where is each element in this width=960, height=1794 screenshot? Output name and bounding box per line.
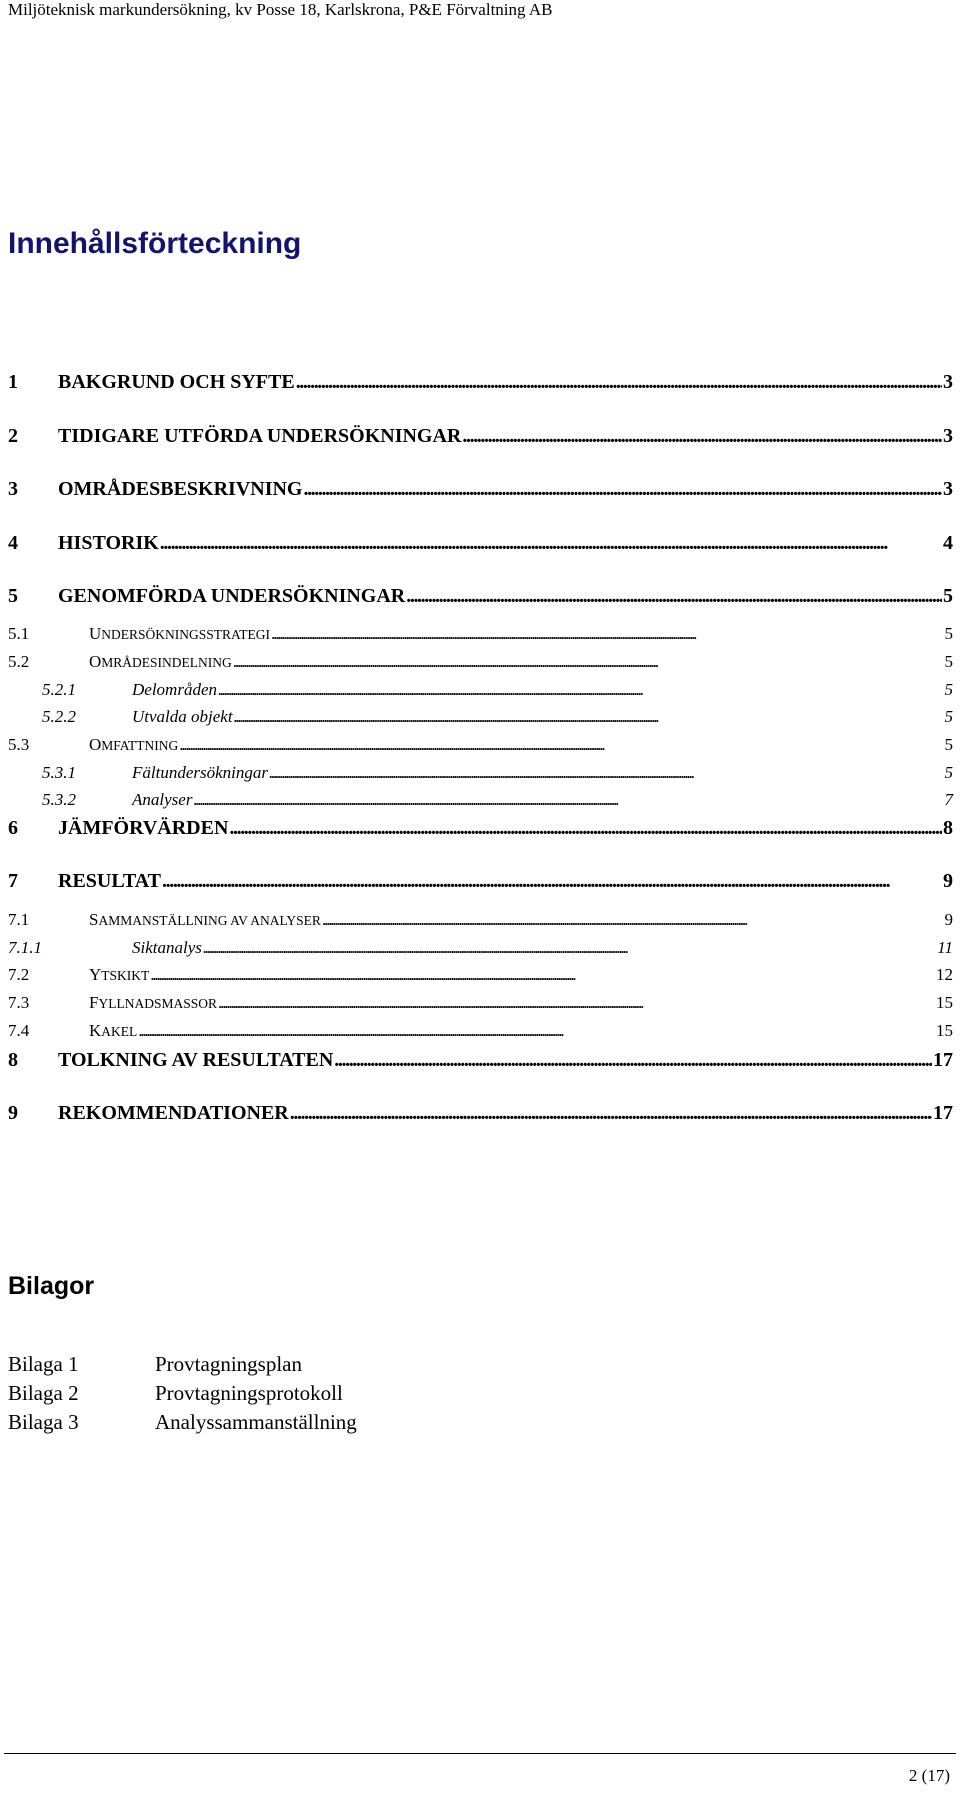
appendices-heading: Bilagor [8, 1272, 95, 1300]
toc-dot-leader [322, 910, 944, 930]
toc-entry-title: REKOMMENDATIONER [58, 1102, 289, 1124]
toc-entry-2[interactable] [8, 424, 953, 448]
toc-entry-title: BAKGRUND OCH SYFTE [58, 371, 295, 393]
toc-entry-number: 5.2.1 [42, 680, 76, 699]
toc-dot-leader [296, 370, 942, 394]
toc-dot-leader [290, 1101, 932, 1125]
toc-entry-5-2-2[interactable] [8, 707, 953, 727]
toc-entry-number: 5.1 [8, 624, 30, 643]
toc-entry-title: FYLLNADSMASSOR [89, 993, 217, 1012]
toc-entry-number: 4 [8, 532, 18, 554]
toc-entry-page: 5 [944, 680, 953, 699]
toc-entry-5-1[interactable] [8, 624, 953, 645]
toc-entry-number: 5 [8, 585, 18, 607]
toc-entry-4[interactable] [8, 531, 953, 555]
toc-entry-number: 7.1.1 [8, 938, 42, 957]
toc-entry-title: OMFATTNING [89, 735, 179, 754]
appendix-item [8, 1408, 357, 1436]
toc-dot-leader [218, 993, 935, 1013]
toc-entry-page: 3 [943, 425, 953, 447]
toc-entry-page: 5 [944, 735, 953, 754]
toc-entry-title: YTSKIKT [89, 965, 150, 984]
toc-heading: Innehållsförteckning [8, 227, 302, 260]
toc-dot-leader [160, 531, 942, 555]
toc-entry-page: 8 [943, 817, 953, 839]
toc-entry-number: 5.3 [8, 735, 30, 754]
toc-entry-title: TIDIGARE UTFÖRDA UNDERSÖKNINGAR [58, 425, 462, 447]
toc-dot-leader [303, 477, 942, 501]
toc-entry-number: 8 [8, 1049, 18, 1071]
toc-entry-5-2-1[interactable] [8, 680, 953, 700]
toc-entry-number: 7 [8, 870, 18, 892]
toc-dot-leader [150, 965, 935, 985]
toc-entry-number: 5.2.2 [42, 707, 76, 726]
toc-entry-title: Fältundersökningar [132, 763, 268, 782]
toc-entry-title: GENOMFÖRDA UNDERSÖKNINGAR [58, 585, 406, 607]
toc-entry-title: OMRÅDESBESKRIVNING [58, 478, 303, 500]
toc-entry-number: 5.2 [8, 652, 30, 671]
appendix-title: Analyssammanställning [155, 1410, 357, 1434]
footer-divider [4, 1753, 956, 1754]
toc-dot-leader [138, 1021, 935, 1041]
toc-entry-number: 5.3.2 [42, 790, 76, 809]
toc-entry-7-1-1[interactable] [8, 938, 953, 958]
toc-entry-page: 15 [936, 1021, 953, 1040]
toc-entry-number: 3 [8, 478, 18, 500]
appendix-title: Provtagningsplan [155, 1352, 302, 1376]
toc-entry-7-2[interactable] [8, 965, 953, 986]
toc-entry-title: JÄMFÖRVÄRDEN [58, 817, 229, 839]
toc-dot-leader [269, 763, 944, 783]
toc-entry-number: 9 [8, 1102, 18, 1124]
toc-entry-number: 5.3.1 [42, 763, 76, 782]
appendix-item [8, 1350, 302, 1378]
toc-dot-leader [406, 584, 942, 608]
toc-entry-title: Utvalda objekt [132, 707, 233, 726]
toc-entry-page: 12 [936, 965, 953, 984]
toc-entry-page: 9 [944, 910, 953, 929]
appendix-label: Bilaga 2 [8, 1381, 79, 1405]
toc-dot-leader [462, 424, 942, 448]
toc-entry-7-3[interactable] [8, 993, 953, 1014]
toc-entry-title: SAMMANSTÄLLNING AV ANALYSER [89, 910, 321, 929]
toc-entry-8[interactable] [8, 1048, 953, 1072]
toc-entry-number: 7.3 [8, 993, 30, 1012]
toc-entry-page: 4 [943, 532, 953, 554]
toc-entry-1[interactable] [8, 370, 953, 394]
appendix-label: Bilaga 3 [8, 1410, 79, 1434]
toc-entry-title: UNDERSÖKNINGSSTRATEGI [89, 624, 271, 643]
toc-entry-page: 17 [933, 1102, 953, 1124]
toc-entry-title: Delområden [132, 680, 217, 699]
toc-entry-page: 15 [936, 993, 953, 1012]
toc-entry-title: HISTORIK [58, 532, 159, 554]
toc-entry-title: Siktanalys [132, 938, 202, 957]
toc-entry-page: 9 [943, 870, 953, 892]
toc-entry-page: 5 [944, 707, 953, 726]
toc-entry-title: KAKEL [89, 1021, 138, 1040]
toc-entry-6[interactable] [8, 816, 953, 840]
toc-entry-number: 7.2 [8, 965, 30, 984]
toc-dot-leader [193, 790, 943, 810]
toc-entry-page: 5 [943, 585, 953, 607]
toc-entry-9[interactable] [8, 1101, 953, 1125]
appendix-title: Provtagningsprotokoll [155, 1381, 343, 1405]
toc-entry-page: 5 [944, 652, 953, 671]
toc-dot-leader [233, 652, 944, 672]
toc-entry-5[interactable] [8, 584, 953, 608]
toc-dot-leader [179, 735, 943, 755]
page-header: Miljöteknisk markundersökning, kv Posse 18, Karlskrona, P&E Förvaltning AB [8, 0, 553, 19]
toc-entry-page: 11 [937, 938, 953, 957]
toc-dot-leader [234, 707, 944, 727]
toc-entry-page: 3 [943, 478, 953, 500]
toc-entry-number: 2 [8, 425, 18, 447]
appendix-item [8, 1379, 343, 1407]
toc-entry-5-3[interactable] [8, 735, 953, 756]
toc-dot-leader [271, 624, 943, 644]
toc-entry-number: 7.4 [8, 1021, 30, 1040]
toc-entry-number: 7.1 [8, 910, 30, 929]
toc-entry-5-2[interactable] [8, 652, 953, 673]
page-number: 2 (17) [908, 1766, 950, 1785]
toc-entry-5-3-1[interactable] [8, 763, 953, 783]
toc-entry-7[interactable] [8, 869, 953, 893]
toc-entry-page: 17 [933, 1049, 953, 1071]
toc-entry-page: 5 [944, 763, 953, 782]
toc-dot-leader [218, 680, 944, 700]
toc-entry-number: 6 [8, 817, 18, 839]
toc-entry-page: 7 [944, 790, 953, 809]
toc-entry-page: 3 [943, 371, 953, 393]
toc-entry-title: Analyser [132, 790, 193, 809]
toc-entry-3[interactable] [8, 477, 953, 501]
toc-dot-leader [203, 938, 936, 958]
toc-dot-leader [229, 816, 942, 840]
toc-entry-7-1[interactable] [8, 910, 953, 931]
toc-entry-number: 1 [8, 371, 18, 393]
toc-dot-leader [334, 1048, 932, 1072]
toc-dot-leader [162, 869, 942, 893]
toc-entry-page: 5 [944, 624, 953, 643]
toc-entry-title: RESULTAT [58, 870, 162, 892]
toc-entry-7-4[interactable] [8, 1021, 953, 1042]
toc-entry-title: OMRÅDESINDELNING [89, 652, 232, 671]
appendix-label: Bilaga 1 [8, 1352, 79, 1376]
toc-entry-title: TOLKNING AV RESULTATEN [58, 1049, 334, 1071]
toc-entry-5-3-2[interactable] [8, 790, 953, 810]
